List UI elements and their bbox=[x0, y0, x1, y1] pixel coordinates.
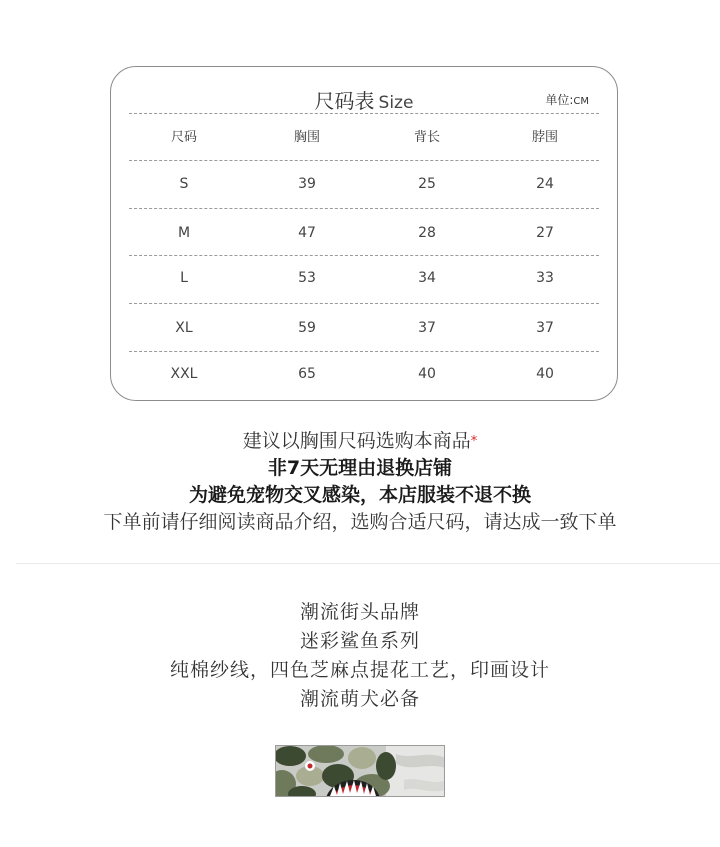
table-cell: 39 bbox=[298, 176, 316, 192]
note-size-advice-text: 建议以胸围尺码选购本商品 bbox=[242, 430, 471, 452]
table-row bbox=[111, 318, 617, 338]
header-cell-neck: 脖围 bbox=[531, 130, 558, 145]
note-size-advice bbox=[0, 428, 720, 455]
header-cell-chest: 胸围 bbox=[293, 130, 320, 145]
table-cell: S bbox=[179, 176, 189, 192]
table-header-row bbox=[111, 128, 617, 148]
table-row bbox=[111, 174, 617, 194]
table-cell: 33 bbox=[536, 270, 554, 286]
table-cell: 27 bbox=[536, 225, 554, 241]
table-divider bbox=[129, 351, 599, 352]
table-row bbox=[111, 268, 617, 288]
table-divider bbox=[129, 160, 599, 161]
feature-line: 迷彩鲨鱼系列 bbox=[299, 630, 420, 652]
size-chart-title-en: Size bbox=[378, 93, 414, 113]
table-divider bbox=[129, 255, 599, 256]
feature-line: 纯棉纱线，四色芝麻点提花工艺，印画设计 bbox=[169, 659, 550, 681]
table-cell: XXL bbox=[170, 366, 198, 382]
table-cell: M bbox=[177, 225, 191, 241]
unit-label-text: 单位: bbox=[545, 93, 574, 107]
table-divider bbox=[129, 113, 599, 114]
purchase-notes bbox=[0, 428, 720, 536]
table-divider bbox=[129, 208, 599, 209]
header-cell-back-length: 背长 bbox=[413, 130, 440, 145]
header-cell-size: 尺码 bbox=[170, 130, 197, 145]
table-cell: 37 bbox=[418, 320, 436, 336]
feature-line: 潮流萌犬必备 bbox=[299, 688, 420, 710]
table-cell: 28 bbox=[418, 225, 436, 241]
asterisk-mark: * bbox=[470, 434, 478, 449]
table-cell: L bbox=[180, 270, 188, 286]
table-cell: 40 bbox=[536, 366, 554, 382]
note-hygiene-policy: 为避免宠物交叉感染，本店服装不退不换 bbox=[188, 484, 531, 506]
size-chart-card bbox=[110, 66, 618, 401]
table-divider bbox=[129, 303, 599, 304]
product-features bbox=[0, 598, 720, 714]
table-cell: 34 bbox=[418, 270, 436, 286]
camo-shark-pattern bbox=[276, 746, 445, 797]
table-cell: 40 bbox=[418, 366, 436, 382]
note-read-before-order: 下单前请仔细阅读商品介绍，选购合适尺码，请达成一致下单 bbox=[103, 511, 617, 533]
product-image bbox=[275, 745, 445, 797]
table-cell: 59 bbox=[298, 320, 316, 336]
table-cell: 37 bbox=[536, 320, 554, 336]
table-cell: 65 bbox=[298, 366, 316, 382]
table-cell: 47 bbox=[298, 225, 316, 241]
table-cell: 24 bbox=[536, 176, 554, 192]
size-chart-title-cn: 尺码表 bbox=[314, 89, 375, 113]
table-row bbox=[111, 223, 617, 243]
table-cell: XL bbox=[175, 320, 193, 336]
size-chart-title bbox=[111, 85, 617, 114]
section-divider bbox=[16, 563, 720, 564]
unit-value: CM bbox=[573, 96, 589, 107]
table-cell: 25 bbox=[418, 176, 436, 192]
table-cell: 53 bbox=[298, 270, 316, 286]
feature-line: 潮流街头品牌 bbox=[299, 601, 420, 623]
unit-label bbox=[545, 91, 589, 108]
table-row bbox=[111, 364, 617, 384]
note-no-return-policy: 非7天无理由退换店铺 bbox=[267, 457, 453, 479]
